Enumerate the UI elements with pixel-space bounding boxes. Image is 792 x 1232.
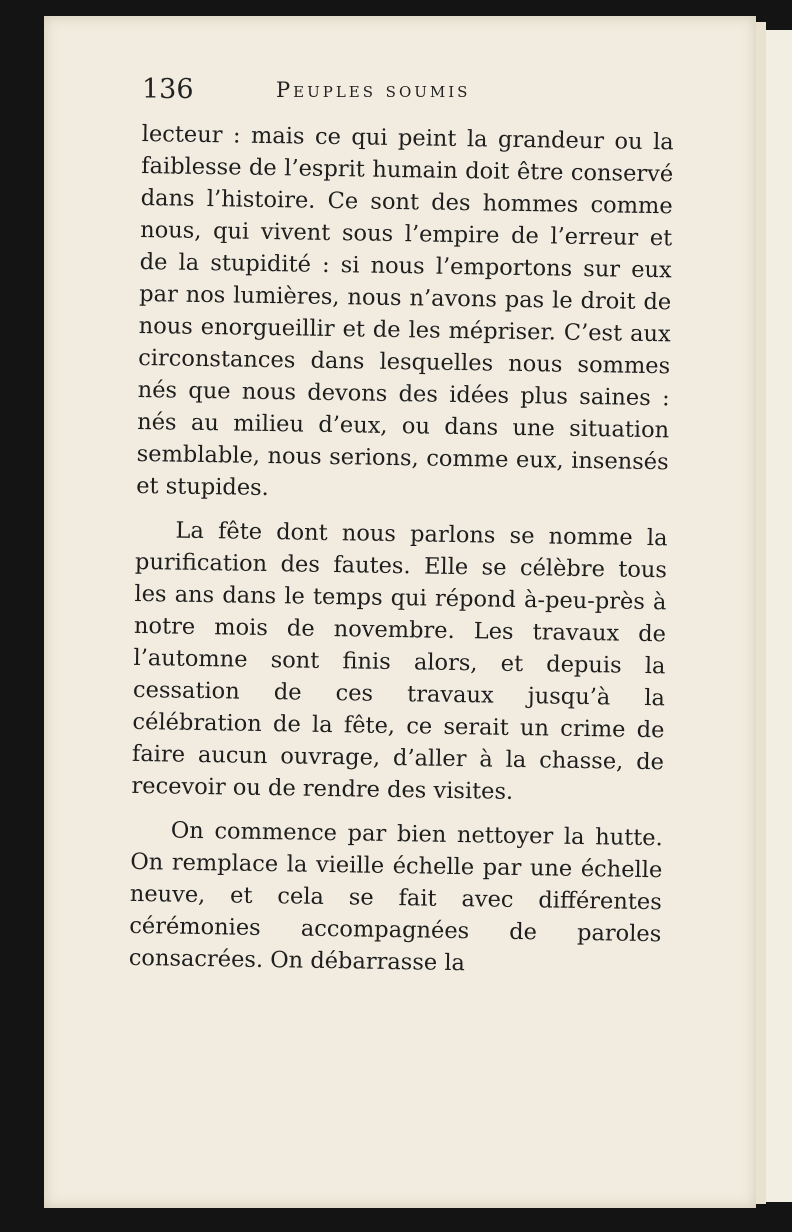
running-title: Peuples soumis [276, 78, 471, 102]
paragraph-fete: La fête dont nous parlons se nomme la purification des fautes. Elle se célèbre tous les ans dans le temps qui répond à-peu-près à notre mois de novembre. Les travaux de l’automne sont finis alors, et depuis la cessation de ces travaux jusqu’à la célébration de la fête, ce serait un crime de faire aucun ouvrage, d’aller à la chasse, de recevoir ou de rendre des visites. [131, 517, 668, 805]
page-edge [756, 22, 766, 1204]
page-header [142, 74, 682, 114]
body-text [129, 118, 674, 982]
facing-page-edge [766, 30, 792, 1202]
paragraph-continuation: lecteur : mais ce qui peint la grandeur ou la faiblesse de l’esprit humain doit être conservé dans l’histoire. Ce sont des hommes comme nous, qui vivent sous l’empire de l’erreur et de la stupidité : si nous l’emportons sur eux par nos lumières, nous n’avons pas le droit de nous enorgueillir et de les mépriser. C’est aux circonstances dans lesquelles nous sommes nés que nous devons des idées plus saines : nés au milieu d’eux, ou dans une situation semblable, nous serions, comme eux, insensés et stupides. [136, 120, 674, 502]
page-number: 136 [142, 74, 194, 105]
paragraph-hutte: On commence par bien nettoyer la hutte. On remplace la vieille échelle par une échelle neuve, et cela se fait avec différentes cérémonies accompagnées de paroles consacrées. On débarrasse la [128, 817, 663, 977]
